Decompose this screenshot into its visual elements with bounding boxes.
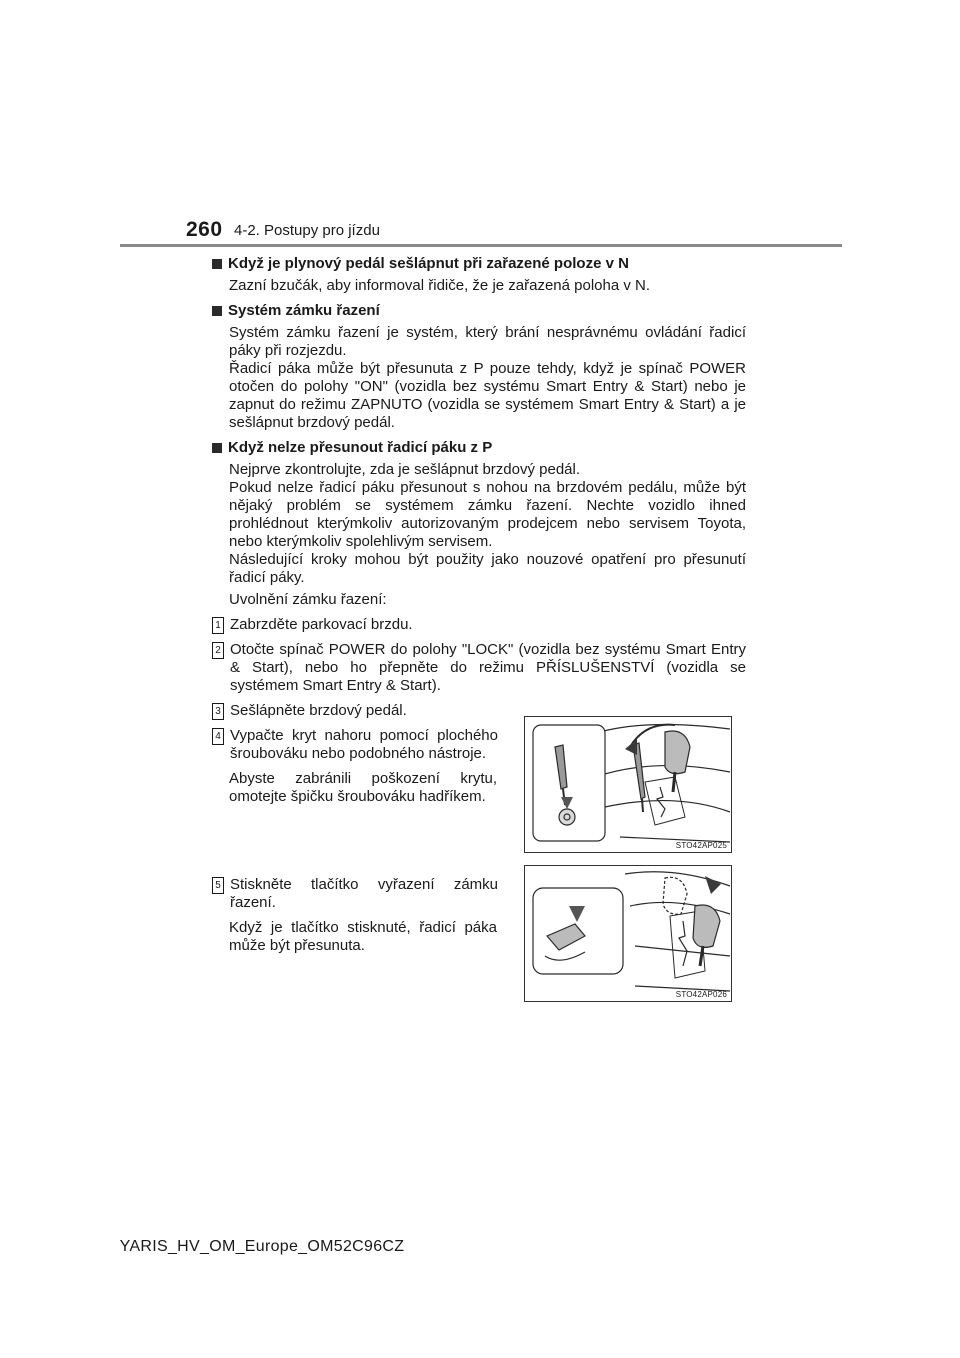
page-number: 260 <box>186 218 223 241</box>
step-text: Otočte spínač POWER do polohy "LOCK" (vozidla bez systému Smart Entry & Start), nebo ho přepněte do režimu PŘÍSLUŠENSTVÍ (vozidla se systémem Smart Entry & Start). <box>230 641 746 694</box>
section-title: Když je plynový pedál sešlápnut při zařazené poloze v N <box>212 255 746 273</box>
paragraph: Uvolnění zámku řazení: <box>229 591 387 608</box>
square-bullet-icon <box>212 259 222 269</box>
step-number: 2 <box>212 642 224 659</box>
step-1 <box>212 616 746 634</box>
section-title: Když nelze přesunout řadicí páku z P <box>212 439 746 457</box>
step-note: Abyste zabránili poškození krytu, omotejte špičku šroubováku hadříkem. <box>229 770 497 805</box>
section-neutral-accelerator <box>212 255 746 295</box>
page-header <box>0 0 960 250</box>
step-text: Vypačte kryt nahoru pomocí plochého šroubováku nebo podobného nástroje. <box>230 727 498 762</box>
paragraph: Zazní bzučák, aby informoval řidiče, že je zařazená poloha v N. <box>229 277 651 294</box>
move-arrow-icon <box>705 876 721 894</box>
illustration-shift-lock-release <box>524 865 732 1002</box>
figure-code: STO42AP025 <box>675 841 727 850</box>
square-bullet-icon <box>212 443 222 453</box>
shift-lock-release-drawing <box>525 866 731 1001</box>
paragraph: Nejprve zkontrolujte, zda je sešlápnut brzdový pedál. <box>229 461 581 478</box>
step-2 <box>212 641 746 695</box>
illustration-pry-cover <box>524 716 732 853</box>
page-content <box>212 255 746 962</box>
paragraph: Následující kroky mohou být použity jako nouzové opatření pro přesunutí řadicí páky. <box>229 551 746 586</box>
step-note: Když je tlačítko stisknuté, řadicí páka může být přesunuta. <box>229 919 497 954</box>
chapter-title: 4-2. Postupy pro jízdu <box>234 222 380 239</box>
header-divider <box>120 244 842 247</box>
step-text: Sešlápněte brzdový pedál. <box>230 702 407 719</box>
curved-arrow-icon <box>625 739 637 755</box>
section-shift-lock-system <box>212 302 746 432</box>
figure-code: STO42AP026 <box>675 990 727 999</box>
paragraph: Řadicí páka může být přesunuta z P pouze tehdy, když je spínač POWER otočen do polohy "ON" (vozidla bez systému Smart Entry & Start) nebo je zapnut do režimu ZAPNUTO (vozidla se systémem Smart Entry & Start) a je sešlápnut brzdový pedál. <box>229 360 746 431</box>
step-number: 1 <box>212 617 224 634</box>
step-text: Stiskněte tlačítko vyřazení zámku řazení. <box>230 876 498 911</box>
document-code: YARIS_HV_OM_Europe_OM52C96CZ <box>119 1238 405 1255</box>
step-number: 5 <box>212 877 224 894</box>
square-bullet-icon <box>212 306 222 316</box>
step-number: 3 <box>212 703 224 720</box>
step-text: Zabrzděte parkovací brzdu. <box>230 616 413 633</box>
paragraph: Systém zámku řazení je systém, který brání nesprávnému ovládání řadicí páky při rozjezdu. <box>229 324 746 359</box>
paragraph: Pokud nelze řadicí páku přesunout s nohou na brzdovém pedálu, může být nějaký problém se systémem zámku řazení. Nechte vozidlo ihned prohlédnout kterýmkoliv autorizovaným prodejcem nebo servisem Toyota, nebo kterýmkoliv spolehlivým servisem. <box>229 479 746 550</box>
section-title: Systém zámku řazení <box>212 302 746 320</box>
page-footer <box>0 1238 960 1256</box>
pry-cover-drawing <box>525 717 731 852</box>
step-number: 4 <box>212 728 224 745</box>
